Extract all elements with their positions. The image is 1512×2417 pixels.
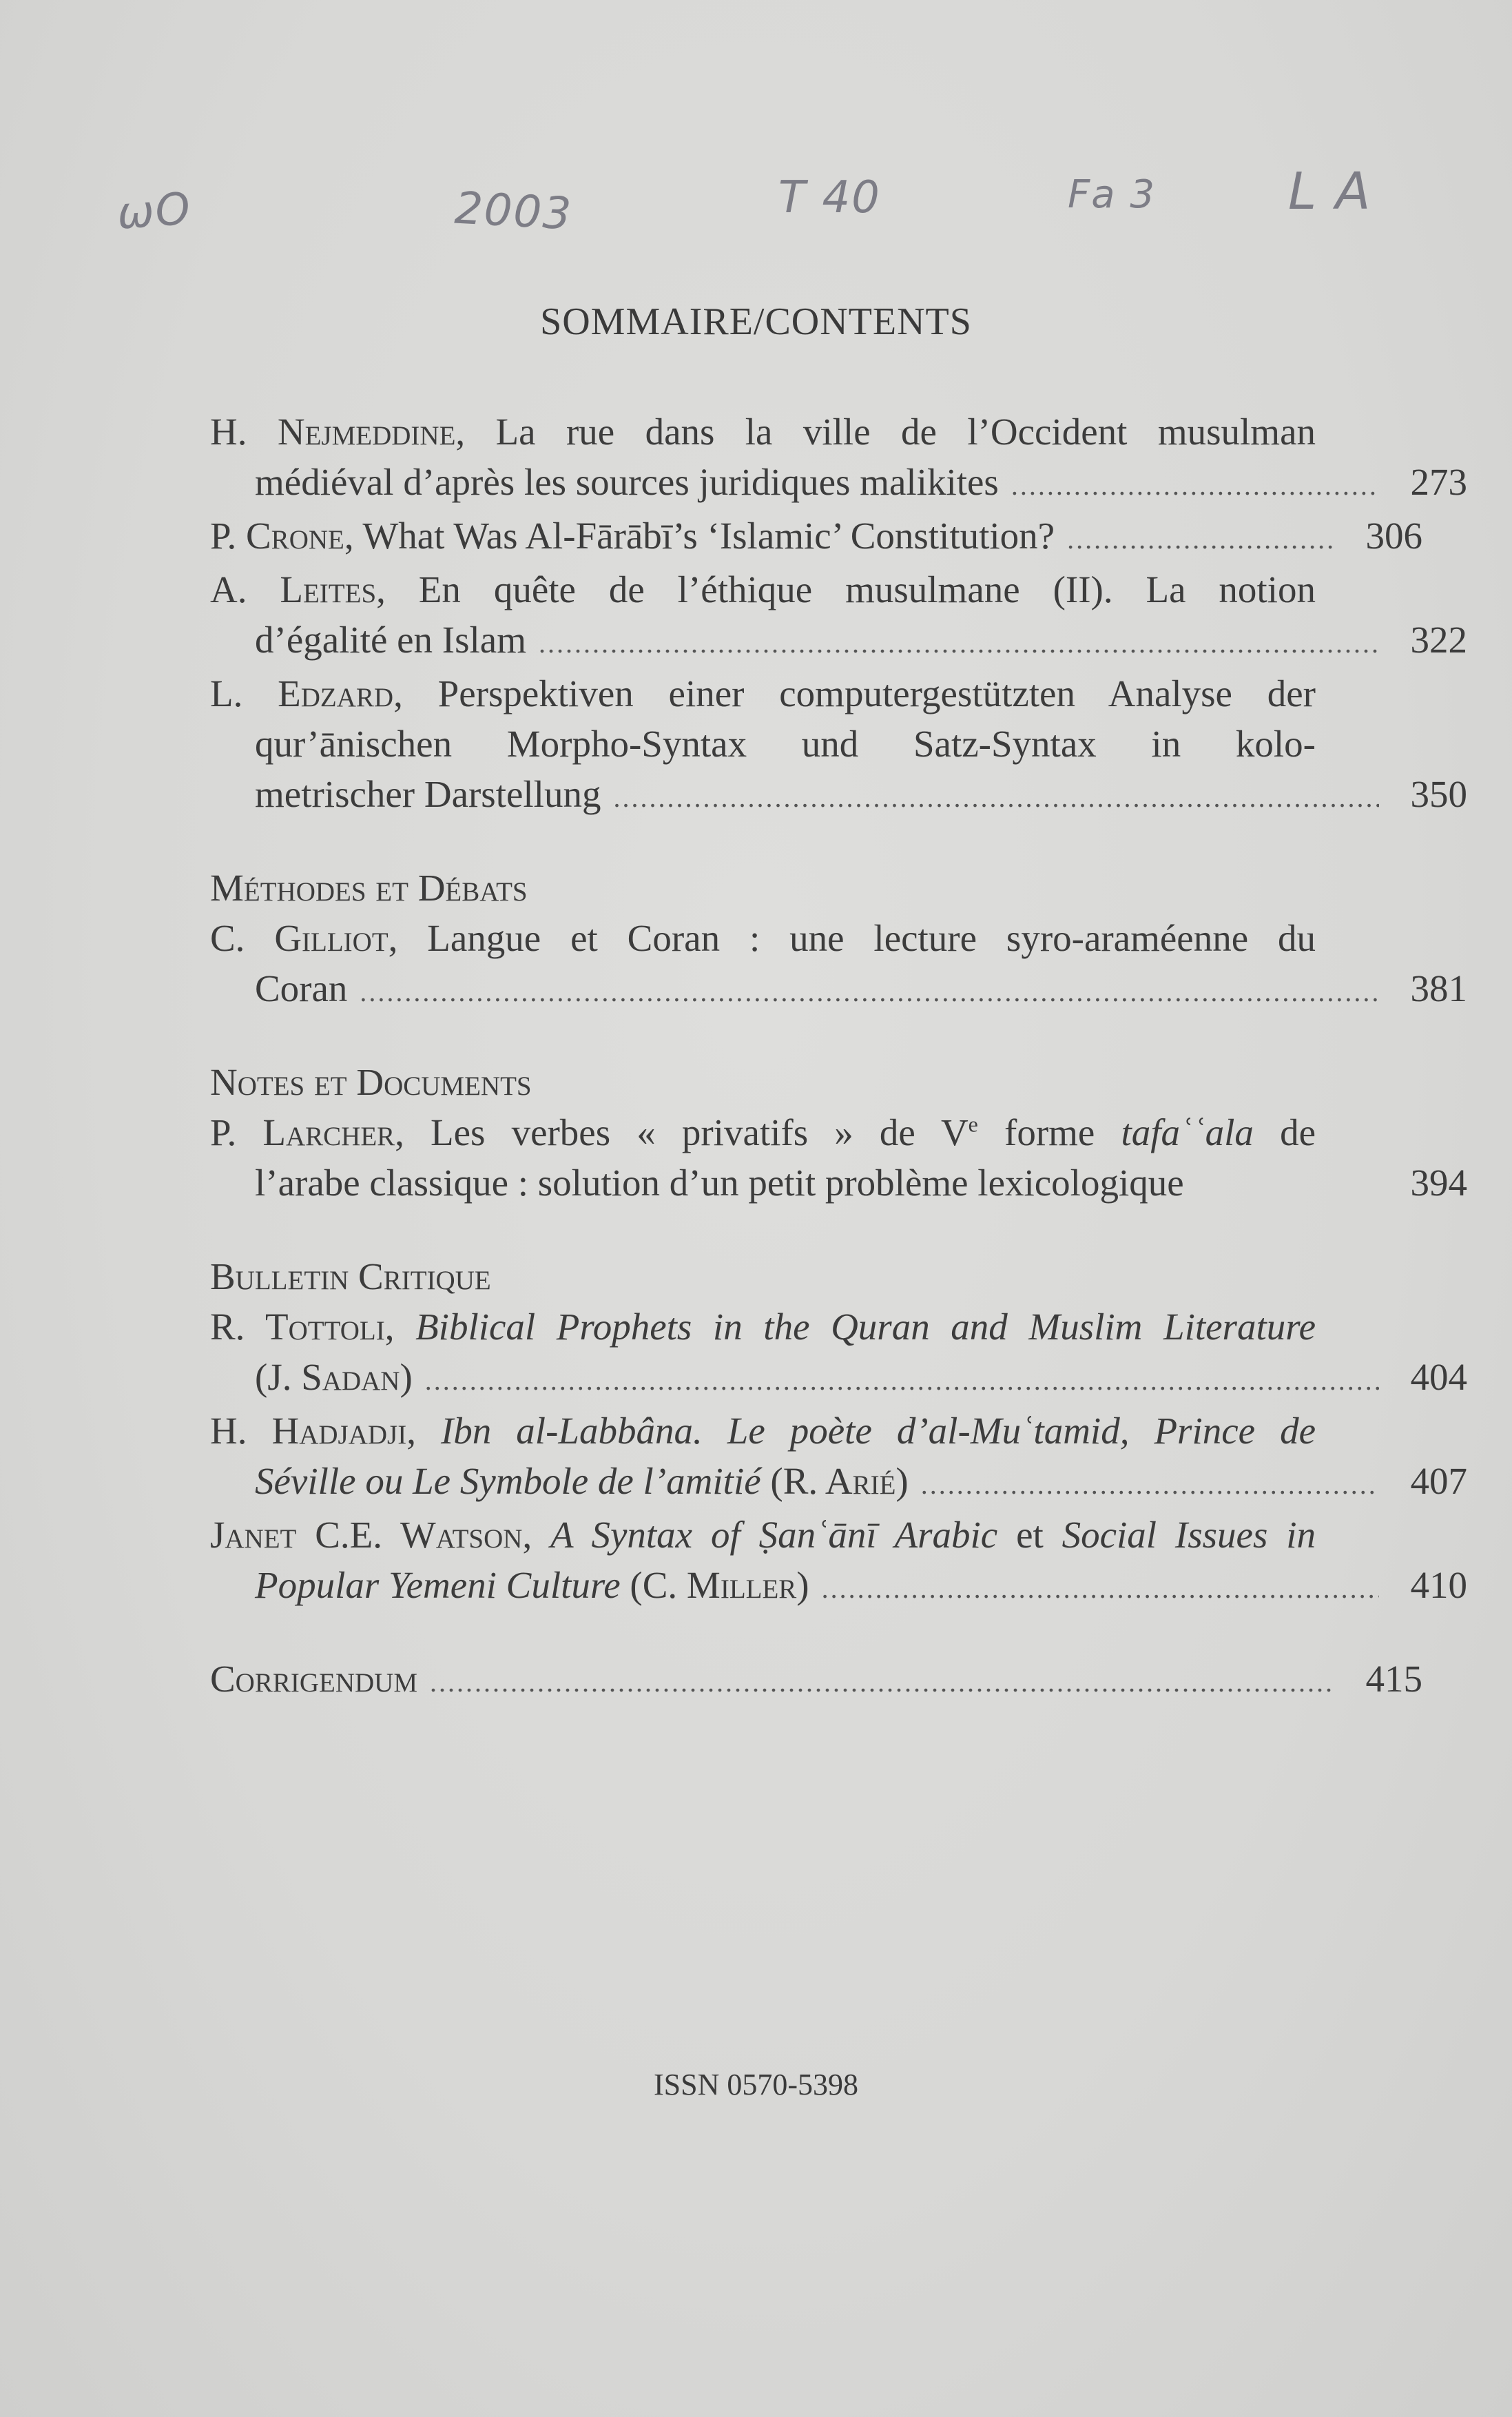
toc-entry (210, 1107, 1467, 1211)
dot-leader (822, 1563, 1379, 1614)
entry-title: Coran (255, 967, 348, 1009)
toc-line (210, 668, 1316, 719)
table-of-contents (210, 407, 1467, 1707)
issn-number: ISSN 0570-5398 (653, 2068, 859, 2101)
handwritten-mark: Fa 3 (1068, 172, 1156, 217)
handwritten-mark: T 40 (778, 172, 881, 223)
entry-author: R. Tottoli (210, 1306, 385, 1348)
toc-line (210, 719, 1316, 769)
page-number: 306 (1365, 515, 1422, 557)
entry-reviewer: (R. Arié) (760, 1460, 909, 1502)
entry-title: , Perspektiven einer computergestützten Analyse der (393, 672, 1316, 714)
entry-reviewer: (C. Miller) (620, 1564, 809, 1606)
section-heading: Notes et Documents (210, 1061, 532, 1103)
entry-author: P. Larcher (210, 1111, 395, 1153)
page-number: 381 (1410, 967, 1467, 1009)
entry-title: et (997, 1514, 1062, 1556)
entry-title-italic: tafaʿʿala (1121, 1111, 1254, 1153)
entry-author: L. Edzard (210, 672, 394, 714)
toc-line (210, 457, 1467, 511)
entry-title-italic: A Syntax of Ṣanʿānī Arabic (550, 1514, 998, 1556)
entry-title: qur’ānischen Morpho-Syntax und Satz-Syntax in kolo- (255, 723, 1316, 765)
toc-line (210, 615, 1467, 668)
entry-title: l’arabe classique : solution d’un petit problème lexicologique (255, 1162, 1184, 1204)
dot-leader (1067, 514, 1334, 564)
entry-title-italic: Séville ou Le Symbole de l’amitié (255, 1460, 761, 1502)
handwritten-mark: 2003 (453, 183, 574, 240)
entry-author: Janet C.E. Watson (210, 1514, 523, 1556)
toc-entry (210, 407, 1467, 511)
superscript: e (968, 1111, 978, 1137)
page-number: 415 (1365, 1658, 1422, 1700)
section-heading: Méthodes et Débats (210, 867, 528, 909)
toc-entry (210, 1654, 1422, 1707)
page-number: 322 (1410, 619, 1467, 661)
toc-entry (210, 1406, 1467, 1510)
toc-entry (210, 913, 1467, 1017)
page-number: 404 (1410, 1356, 1467, 1398)
dot-leader (360, 967, 1379, 1017)
toc-line: H. Hadjadji, Ibn al-Labbâna. Le poète d’al-Muʿtamid, Prince de (210, 1410, 1316, 1452)
toc-line (210, 564, 1316, 615)
entry-title: , La rue dans la ville de l’Occident musulman (455, 411, 1316, 453)
toc-line (210, 913, 1316, 963)
dot-leader (921, 1459, 1379, 1510)
toc-entry (210, 1302, 1467, 1406)
handwritten-mark: L A (1288, 162, 1372, 221)
page-number: 407 (1410, 1460, 1467, 1502)
toc-line (210, 1352, 1467, 1406)
entry-title-italic: Popular Yemeni Culture (255, 1564, 621, 1606)
dot-leader (539, 618, 1379, 668)
toc-entry (210, 564, 1467, 668)
entry-title-italic: Ibn al-Labbâna. Le poète d’al-Muʿtamid, Prince de (440, 1410, 1316, 1452)
dot-leader (425, 1355, 1379, 1406)
section-heading: Corrigendum (210, 1658, 418, 1700)
toc-line (210, 1456, 1467, 1510)
toc-line (210, 1158, 1467, 1211)
entry-author: P. Crone (210, 515, 344, 557)
toc-line (210, 511, 1422, 564)
entry-title: , Langue et Coran : une lecture syro-araméenne du (388, 917, 1316, 959)
entry-title: de (1253, 1111, 1316, 1153)
entry-title-italic: Social Issues in (1061, 1514, 1316, 1556)
page-title: SOMMAIRE/CONTENTS (540, 300, 972, 343)
dot-leader (430, 1657, 1334, 1707)
entry-title: forme (977, 1111, 1121, 1153)
entry-title: , Les verbes « privatifs » de V (395, 1111, 969, 1153)
dot-leader (1011, 460, 1379, 511)
entry-author: A. Leites (210, 568, 377, 610)
toc-line: Janet C.E. Watson, A Syntax of Ṣanʿānī Arabic et Social Issues in (210, 1514, 1316, 1556)
entry-title-italic: Biblical Prophets in the Quran and Muslim Literature (415, 1306, 1316, 1348)
page-number: 350 (1410, 773, 1467, 815)
entry-title: , En quête de l’éthique musulmane (II). La notion (376, 568, 1316, 610)
toc-line (210, 1560, 1467, 1614)
page-number: 273 (1410, 461, 1467, 503)
handwritten-mark: ωΟ (115, 183, 194, 240)
entry-title: , What Was Al-Fārābī’s ‘Islamic’ Constitution? (344, 515, 1055, 557)
toc-line: R. Tottoli, Biblical Prophets in the Quran and Muslim Literature (210, 1306, 1316, 1348)
entry-author: H. Nejmeddine (210, 411, 456, 453)
entry-reviewer: (J. Sadan) (255, 1356, 413, 1398)
dot-leader (613, 772, 1379, 823)
entry-author: H. Hadjadji (210, 1410, 407, 1452)
section-heading: Bulletin Critique (210, 1255, 491, 1297)
toc-line (210, 769, 1467, 823)
toc-entry (210, 668, 1467, 823)
toc-line (210, 1107, 1316, 1158)
page-number: 410 (1410, 1564, 1467, 1606)
toc-entry (210, 1510, 1467, 1614)
entry-title: d’égalité en Islam (255, 619, 526, 661)
entry-title: metrischer Darstellung (255, 773, 601, 815)
toc-line (210, 407, 1316, 457)
toc-line (210, 963, 1467, 1017)
entry-title: médiéval d’après les sources juridiques malikites (255, 461, 999, 503)
toc-entry (210, 511, 1422, 564)
entry-author: C. Gilliot (210, 917, 389, 959)
toc-line (210, 1654, 1422, 1707)
page-number: 394 (1410, 1162, 1467, 1204)
